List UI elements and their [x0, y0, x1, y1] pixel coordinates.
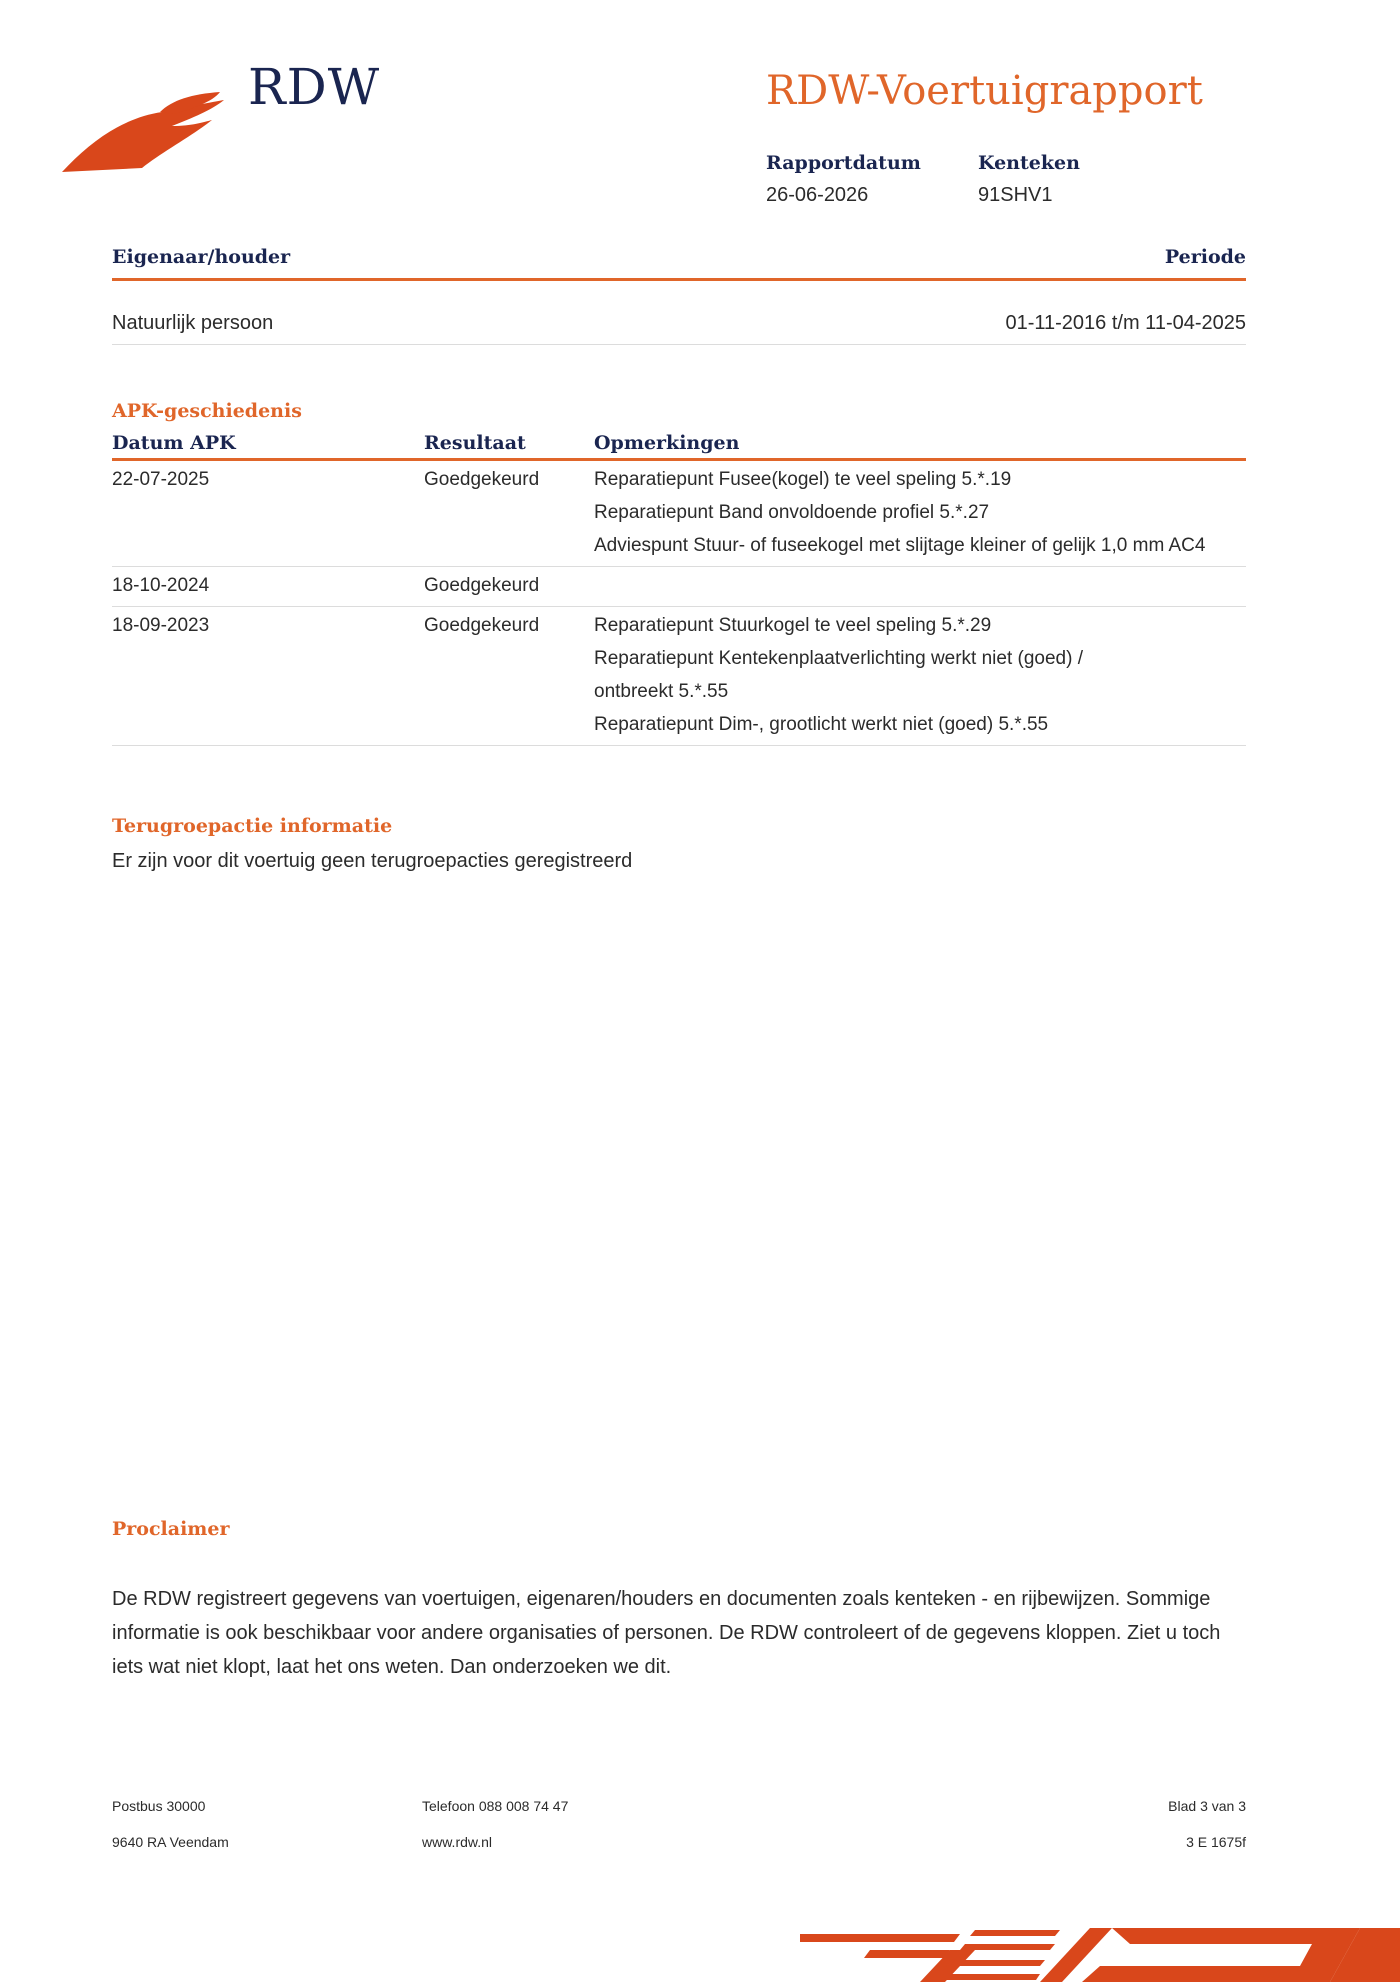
table-row — [112, 460, 1246, 567]
apk-date: 22-07-2025 — [112, 460, 424, 567]
footer-website[interactable]: www.rdw.nl — [422, 1834, 493, 1850]
apk-result: Goedgekeurd — [424, 460, 594, 567]
recall-section-title: Terugroepactie informatie — [112, 815, 393, 837]
apk-table-header — [112, 432, 1246, 460]
report-date-label: Rapportdatum — [766, 152, 921, 174]
report-title: RDW-Voertuigrapport — [766, 68, 1203, 114]
owner-header-label: Eigenaar/houder — [112, 246, 291, 268]
footer-phone: Telefoon 088 008 74 47 — [422, 1798, 569, 1814]
footer-code: 3 E 1675f — [1186, 1834, 1246, 1850]
plate-value: 91SHV1 — [978, 184, 1053, 206]
col-result: Resultaat — [424, 432, 594, 460]
col-date: Datum APK — [112, 432, 424, 460]
apk-remarks — [594, 460, 1246, 567]
disclaimer-title: Proclaimer — [112, 1518, 230, 1540]
owner-header — [112, 246, 1246, 281]
apk-table — [112, 432, 1246, 746]
footer-contact — [422, 1788, 568, 1860]
plate-label: Kenteken — [978, 152, 1080, 174]
owner-row — [112, 310, 1246, 345]
footer-address-line1: Postbus 30000 — [112, 1798, 206, 1814]
footer-stripes-decoration — [800, 1920, 1400, 1982]
footer-page-info — [1168, 1788, 1246, 1860]
report-date-value: 26-06-2026 — [766, 184, 869, 206]
footer-page-number: Blad 3 van 3 — [1168, 1798, 1246, 1814]
apk-remark: Reparatiepunt Stuurkogel te veel speling 5.*.29 — [594, 615, 992, 636]
apk-date: 18-09-2023 — [112, 607, 424, 746]
apk-remark: Reparatiepunt Dim-, grootlicht werkt niet (goed) 5.*.55 — [594, 714, 1049, 735]
disclaimer-text: De RDW registreert gegevens van voertuigen, eigenaren/houders en documenten zoals kenteken - en rijbewijzen. Sommige informatie is ook beschikbaar voor andere organisaties of personen. De RDW controleert of de gegevens kloppen. Ziet u toch iets wat niet klopt, laat het ons weten. Dan onderzoeken we dit. — [112, 1588, 1221, 1678]
report-date-block — [766, 152, 921, 207]
col-remarks: Opmerkingen — [594, 432, 1246, 460]
apk-remark: Reparatiepunt Fusee(kogel) te veel speling 5.*.19 — [594, 469, 1012, 490]
apk-result: Goedgekeurd — [424, 567, 594, 607]
table-row — [112, 567, 1246, 607]
apk-remark: Reparatiepunt Kentekenplaatverlichting werkt niet (goed) / ontbreekt 5.*.55 — [594, 648, 1084, 702]
footer-address — [112, 1788, 229, 1860]
apk-date: 18-10-2024 — [112, 567, 424, 607]
table-row — [112, 607, 1246, 746]
apk-remark: Reparatiepunt Band onvoldoende profiel 5.*.27 — [594, 502, 990, 523]
owner-period: 01-11-2016 t/m 11-04-2025 — [1005, 312, 1246, 334]
apk-result: Goedgekeurd — [424, 607, 594, 746]
apk-remarks — [594, 567, 1246, 607]
period-header-label: Periode — [1164, 246, 1246, 268]
apk-section-title: APK-geschiedenis — [112, 400, 302, 422]
apk-remarks — [594, 607, 1246, 746]
logo-text: RDW — [248, 58, 381, 116]
apk-remark: Adviespunt Stuur- of fuseekogel met slijtage kleiner of gelijk 1,0 mm AC4 — [594, 535, 1206, 556]
footer-address-line2: 9640 RA Veendam — [112, 1834, 229, 1850]
plate-block — [978, 152, 1080, 207]
owner-type: Natuurlijk persoon — [112, 312, 274, 334]
recall-text: Er zijn voor dit voertuig geen terugroepacties geregistreerd — [112, 850, 633, 872]
